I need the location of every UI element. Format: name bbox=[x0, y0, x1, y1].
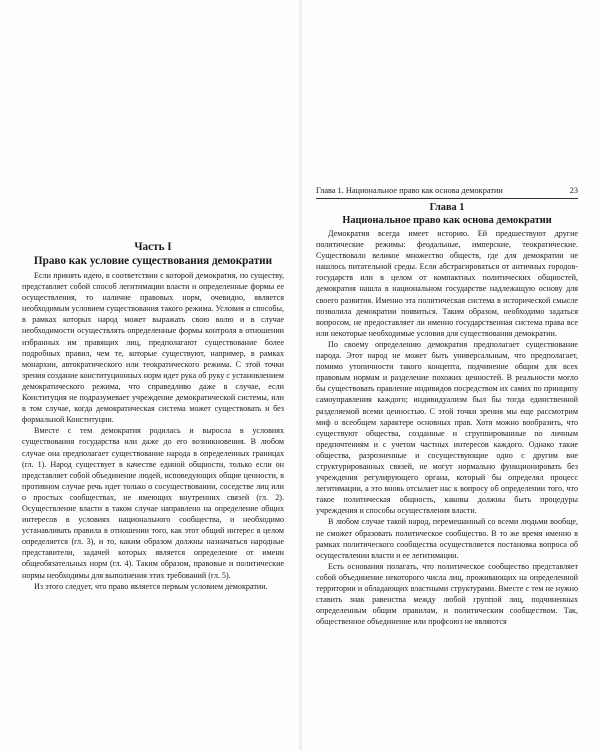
chapter-subtitle: Национальное право как основа демократии bbox=[342, 214, 552, 226]
paragraph: Если принять идею, в соответствии с которой демократия, по существу, представляет собой способ легитимации власти и определенные формы ее осуществления, то наличие правовых норм, очевидно, является необходимым условием существования такого режима. Условия и способы, в рамках которых народ может выражать свою волю и в случае необходимости осуществлять определенные формы контроля в отношении избранных им правящих лиц, предполагают существование более подробных правил, чем те, которые существуют, например, в рамках монархии, автократического или теократического режима. С этой точки зрения создание конституционных норм идет рука об руку с установлением демократического режима, что справедливо даже в случае, если Конституция не подразумевает учреждение демократической системы, или в том случае, когда демократическая система может существовать и без формальной Конституции. bbox=[22, 271, 284, 425]
left-page bbox=[0, 0, 299, 750]
paragraph: В любом случае такой народ, перемешанный со всеми людьми вообще, не сможет образовать политическое сообщество. В то же время именно в рамках политического сообщества осуществляется постановка вопроса об осуществлении власти и ее легитимации. bbox=[316, 517, 578, 560]
paragraph: По своему определению демократия предполагает существование народа. Этот народ не может быть универсальным, что предполагает, помимо утопичности такого концепта, подчинение общим для всех правовым нормам и разделение похожих ценностей. В реальности могло бы существовать правление индивидов посредством их самих по принципу самоуправления каждого; индивидуализм был бы тогда единственной разделяемой всеми ценностью. С этой точки зрения мы еще рассмотрим миф о всеобщем характере основных прав. Хотя можно вообразить, что существуют общества, созданные и сгруппированные по личным предпочтениям и с учетом частных интересов каждого. Однако такие общества, разрозненные и сосуществующие одно с другим вне структурированных связей, не могут нормально функционировать без учреждения регулирующего органа, который бы определял процесс легитимации, а это вновь отсылает нас к вопросу об определении того, что такое политическая общность, каковы должны быть процедуры учреждения и способы осуществления власти. bbox=[316, 339, 578, 516]
running-head-title: Глава 1. Национальное право как основа демократии bbox=[316, 186, 503, 195]
running-head bbox=[316, 186, 578, 199]
right-page bbox=[302, 0, 600, 750]
part-subtitle: Право как условие существования демократии bbox=[33, 255, 273, 267]
part-title: Часть I bbox=[134, 241, 172, 253]
page-number: 23 bbox=[569, 186, 578, 195]
part-heading bbox=[22, 240, 284, 274]
paragraph: Демократия всегда имеет историю. Ей предшествуют другие политические режимы: феодальные, имперские, теократические. Существовало великое множество обществ, где для демократии не нашлось питательной среды. Если абстрагироваться от античных городов-государств или в целом от компактных политических общностей, демократия нашла в национальном государстве надлежащую основу для своего развития. Именно эта политическая система в исторической смысле позволила демократии появиться. Таким образом, необходимо задаться вопросом, не предоставляет ли именно государственная система права все или некоторые необходимые условия для существования демократии. bbox=[316, 229, 578, 338]
chapter-title: Глава 1 bbox=[429, 202, 465, 213]
paragraph: Есть основания полагать, что политическое сообщество представляет собой объединение некоторого числа лиц, проживающих на определенной территории и обладающих властными структурами. Вместе с тем не нужно ставить знак равенства между любой группой лиц, подчиненных определенным общим правилам, и политическим сообществом. Так, общественное объединение или профсоюз не являются bbox=[316, 561, 578, 627]
right-page-body bbox=[316, 228, 578, 627]
paragraph: Вместе с тем демократия родилась и выросла в условиях существования государства или даже до его возникновения. В любом случае она предполагает существование народа в определенных границах (гл. 1). Народ существует в качестве единой общности, только если он представляет собой объединение людей, исповедующих общие ценности, в противном случае речь идет только о сосуществовании, соседстве лиц или о простых сообществах, не имеющих внутренних связей (гл. 2). Осуществление власти в таком случае направлено на определение общих интересов в условиях национального сообщества, и необходимо устанавливать правила в отношении того, как этот общий интерес в целом определяется (гл. 3), и то, каким образом должны назначаться народные представители, задачей которых является определение от имени общеобязательных норм (гл. 4). Таким образом, правовые и политические нормы необходимы для выполнения этих требований (гл. 5). bbox=[22, 426, 284, 580]
chapter-heading bbox=[316, 202, 578, 227]
paragraph: Из этого следует, что право является первым условием демократии. bbox=[34, 581, 268, 591]
left-page-body bbox=[22, 270, 284, 592]
